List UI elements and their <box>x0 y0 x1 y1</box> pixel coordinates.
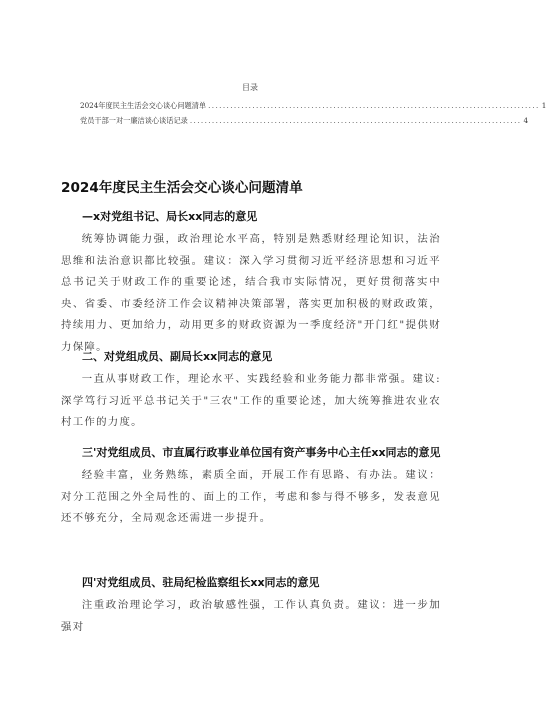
toc-item[interactable] <box>80 101 546 113</box>
toc-item[interactable] <box>80 116 529 128</box>
section-heading: 二、对党组成员、副局长xx同志的意见 <box>82 350 273 363</box>
toc-item-text: 党员干部一对一廉洁谈心谈话记录 <box>80 116 188 125</box>
toc-leader-dots: .......................................................................................... <box>189 116 522 125</box>
section-heading: 三'对党组成员、市直属行政事业单位国有资产事务中心主任xx同志的意见 <box>82 446 441 459</box>
section-heading: 四'对党组成员、驻局纪检监察组长xx同志的意见 <box>82 576 320 589</box>
section-body: 注重政治理论学习，政治敏感性强，工作认真负责。建议：进一步加强对 <box>61 599 441 633</box>
toc-item-text: 2024年度民主生活会交心谈心问题清单 <box>80 101 207 110</box>
toc-item-page: 1 <box>541 101 546 110</box>
toc-leader-dots: .......................................................................................... <box>208 101 540 110</box>
section-body: 一直从事财政工作，理论水平、实践经验和业务能力都非常强。建议:深学笃行习近平总书记关于"三农"工作的重要论述，加大统筹推进农业农村工作的力度。 <box>61 373 441 428</box>
toc-item-page: 4 <box>523 116 529 125</box>
document-title: 2024年度民主生活会交心谈心问题清单 <box>61 180 303 196</box>
section-body: 统筹协调能力强，政治理论水平高，特别是熟悉财经理论知识，法治思维和法治意识都比较强。建议：深入学习贯彻习近平经济思想和习近平总书记关于财政工作的重要论述，结合我市实际情况，更好贯彻落实中央、省委、市委经济工作会议精神决策部署，落实更加积极的财政政策，持续用力、更加给力，动用更多的财政资源为一季度经济"开门红"提供财力保障。 <box>61 233 441 353</box>
toc-title: 目录 <box>242 83 258 92</box>
section-heading: —x对党组书记、局长xx同志的意见 <box>82 210 258 223</box>
section-body: 经验丰富，业务熟练，素质全面，开展工作有思路、有办法。建议：对分工范围之外全局性的、面上的工作，考虑和参与得不够多，发表意见还不够充分，全局观念还需进一步提升。 <box>61 469 441 524</box>
